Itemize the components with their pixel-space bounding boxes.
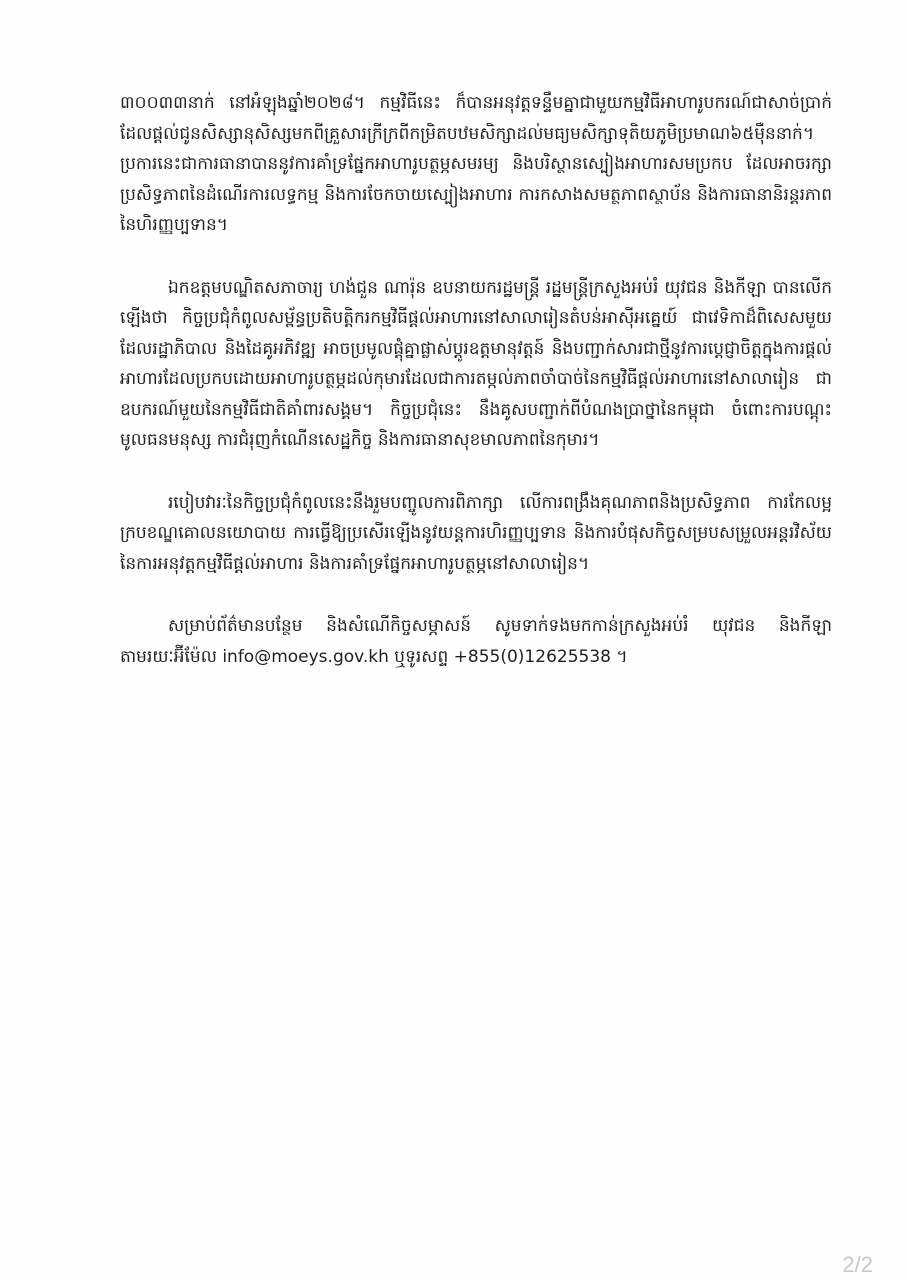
paragraph-continuation: ៣០០៣៣នាក់ នៅអំឡុងឆ្នាំ២០២៨។ កម្មវិធីនេះ ក៏បានអនុវត្តទន្ទឹមគ្នាជាមួយកម្មវិធីអាហារូបករណ៍ជាសាច់ប្រាក់ ដែលផ្តល់ជូនសិស្សានុសិស្សមកពីគ្រួសារក្រីក្រពីកម្រិតបឋមសិក្សាដល់មធ្យមសិក្សាទុតិយភូមិប្រមាណ៦៥ម៉ឺននាក់។ ប្រការនេះជាការធានាបាននូវការគាំទ្រផ្នែកអាហារូបត្ថម្ភសមរម្យ និងបរិស្ថានស្បៀងអាហារសមប្រកប ដែលអាចរក្សាប្រសិទ្ធភាពនៃដំណើរការលទ្ធកម្ម និងការចែកចាយស្បៀងអាហារ ការកសាងសមត្ថភាពស្ថាប័ន និងការធានានិរន្តរភាពនៃហិរញ្ញប្បទាន។ [120,93,832,235]
page-number: 2/2 [842,1252,873,1277]
paragraph-agenda: របៀបវារៈនៃកិច្ចប្រជុំកំពូលនេះនឹងរួមបញ្ចូលការពិភាក្សា លើការពង្រឹងគុណភាពនិងប្រសិទ្ធភាព ការកែលម្អក្របខណ្ឌគោលនយោបាយ ការធ្វើឱ្យប្រសើរឡើងនូវយន្តការហិរញ្ញប្បទាន និងការបំផុសកិច្ចសម្របសម្រួលអន្តរវិស័យ នៃការអនុវត្តកម្មវិធីផ្តល់អាហារ និងការគាំទ្រផ្នែកអាហារូបត្ថម្ភនៅសាលារៀន។ [120,492,832,574]
paragraph-contact-info: សម្រាប់ព័ត៌មានបន្ថែម និងសំណើកិច្ចសម្ភាសន៍ សូមទាក់ទងមកកាន់ក្រសួងអប់រំ យុវជន និងកីឡា តាមរយៈអ៊ីម៉ែល info@moeys.gov.kh ឬទូរសព្ទ +855(0)12625538 ។ [120,616,832,667]
document-body [120,88,832,704]
paragraph-minister-statement: ឯកឧត្តមបណ្ឌិតសភាចារ្យ ហង់ជួន ណារ៉ុន ឧបនាយករដ្ឋមន្ត្រី រដ្ឋមន្ត្រីក្រសួងអប់រំ យុវជន និងកីឡា បានលើកឡើងថា កិច្ចប្រជុំកំពូលសម្ព័ន្ធប្រតិបត្តិករកម្មវិធីផ្តល់អាហារនៅសាលារៀនតំបន់អាស៊ីអគ្នេយ៍ ជាវេទិកាដ៏ពិសេសមួយដែលរដ្ឋាភិបាល និងដៃគូអភិវឌ្ឍ អាចប្រមូលផ្តុំគ្នាផ្លាស់ប្តូរឧត្តមានុវត្តន៍ និងបញ្ជាក់សារជាថ្មីនូវការប្តេជ្ញាចិត្តក្នុងការផ្តល់អាហារដែលប្រកបដោយអាហារូបត្ថម្ភដល់កុមារដែលជាការតម្កល់ភាពចាំបាច់នៃកម្មវិធីផ្តល់អាហារនៅសាលារៀន ជាឧបករណ៍មួយនៃកម្មវិធីជាតិគាំពារសង្គម។ កិច្ចប្រជុំនេះ នឹងគូសបញ្ជាក់ពីបំណងប្រាថ្នានៃកម្ពុជា ចំពោះការបណ្តុះមូលធនមនុស្ស ការជំរុញកំណើនសេដ្ឋកិច្ច និងការធានាសុខមាលភាពនៃកុមារ។ [120,277,832,450]
